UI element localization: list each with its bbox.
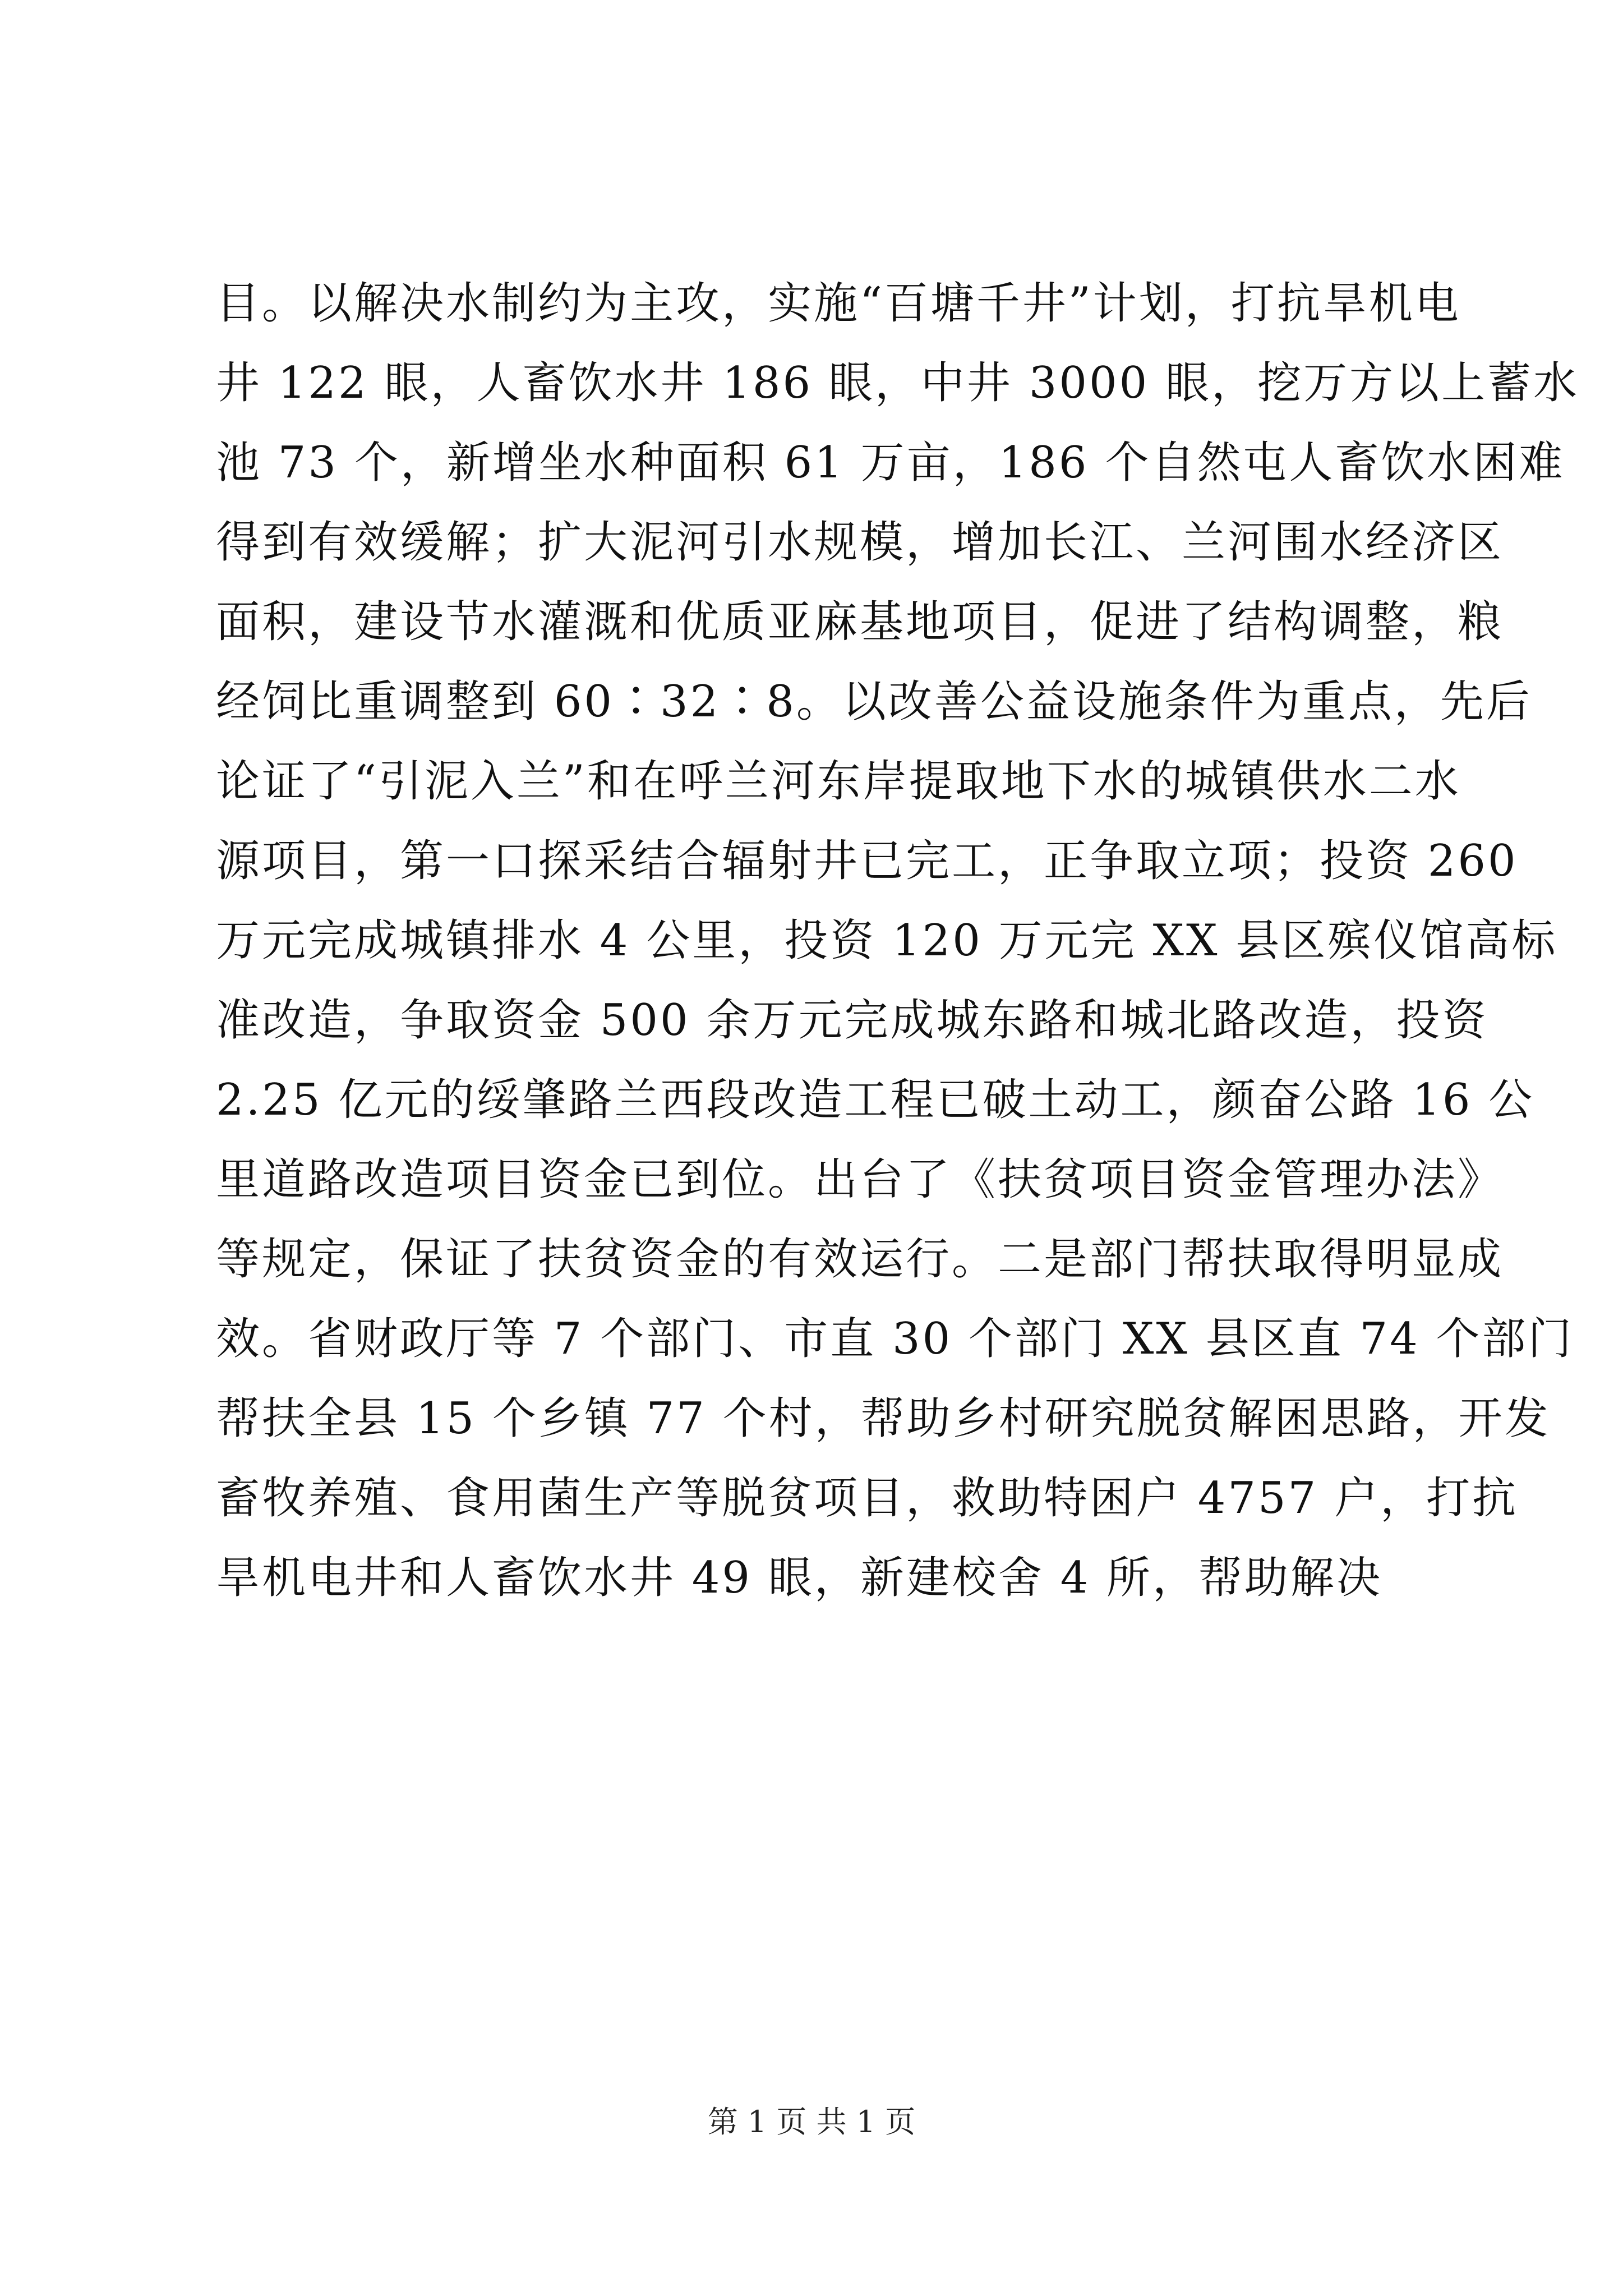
text-line: 井 122 眼，人畜饮水井 186 眼，中井 3000 眼，挖万方以上蓄水 — [216, 358, 1580, 408]
text-line: 帮扶全县 15 个乡镇 77 个村，帮助乡村研究脱贫解困思路，开发 — [216, 1393, 1551, 1444]
text-line: 效。省财政厅等 7 个部门、市直 30 个部门 XX 县区直 74 个部门 — [216, 1314, 1574, 1364]
page-number-label: 第 1 页 共 1 页 — [707, 2104, 916, 2139]
text-line: 里道路改造项目资金已到位。出台了《扶贫项目资金管理办法》 — [216, 1154, 1504, 1205]
text-line: 万元完成城镇排水 4 公里，投资 120 万元完 XX 县区殡仪馆高标 — [216, 915, 1558, 966]
text-line: 畜牧养殖、食用菌生产等脱贫项目，救助特困户 4757 户，打抗 — [216, 1473, 1519, 1524]
text-line: 旱机电井和人畜饮水井 49 眼，新建校舍 4 所，帮助解决 — [216, 1553, 1383, 1603]
page-footer — [0, 2102, 1623, 2142]
text-line: 等规定，保证了扶贫资金的有效运行。二是部门帮扶取得明显成 — [216, 1234, 1504, 1285]
text-line: 池 73 个，新增坐水种面积 61 万亩，186 个自然屯人畜饮水困难 — [216, 438, 1565, 488]
text-line: 源项目，第一口探采结合辐射井已完工，正争取立项；投资 260 — [216, 836, 1518, 886]
text-line: 面积，建设节水灌溉和优质亚麻基地项目，促进了结构调整，粮 — [216, 597, 1504, 647]
text-line: 得到有效缓解；扩大泥河引水规模，增加长江、兰河围水经济区 — [216, 517, 1504, 568]
text-line: 论证了“引泥入兰”和在呼兰河东岸提取地下水的城镇供水二水 — [216, 756, 1461, 807]
body-text — [216, 264, 1580, 1618]
text-line: 经饲比重调整到 60∶32∶8。以改善公益设施条件为重点，先后 — [216, 677, 1532, 727]
text-line: 2.25 亿元的绥肇路兰西段改造工程已破土动工，颜奋公路 16 公 — [216, 1075, 1535, 1125]
text-line: 目。以解决水制约为主攻，实施“百塘千井”计划，打抗旱机电 — [216, 278, 1461, 329]
text-line: 准改造，争取资金 500 余万元完成城东路和城北路改造，投资 — [216, 995, 1488, 1046]
